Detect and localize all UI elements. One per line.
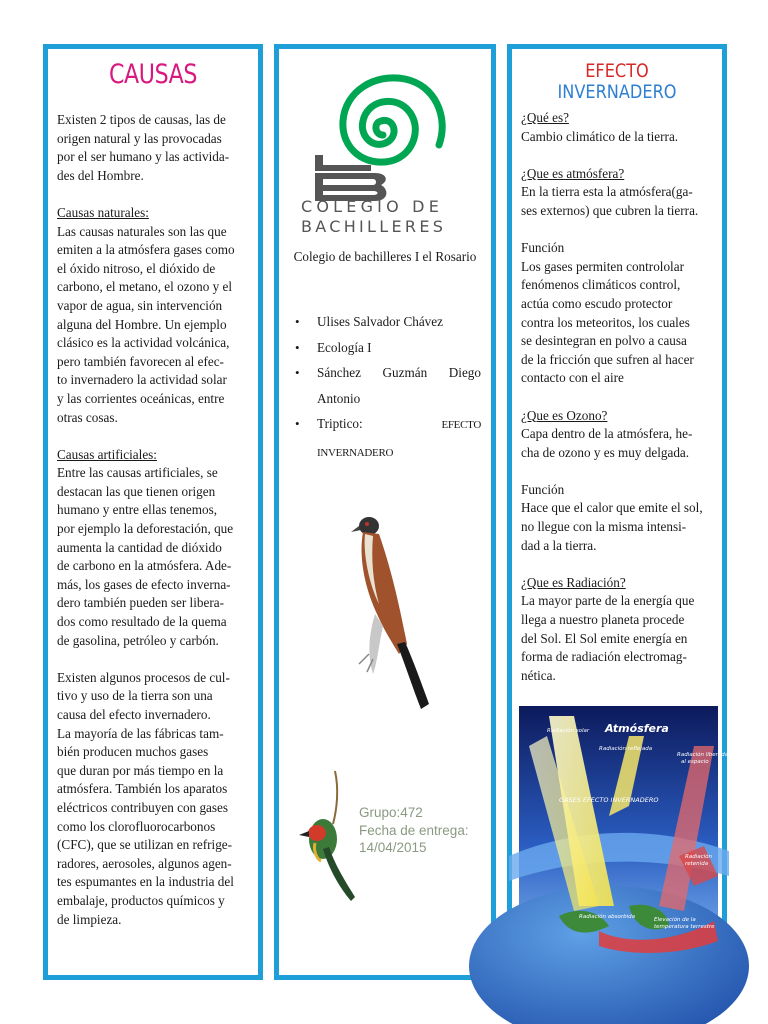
- list-item: • Sánchez Guzmán Diego Antonio: [293, 360, 481, 411]
- diagram-gases: GASES EFECTO INVERNADERO: [559, 796, 659, 804]
- triptico-value: EFECTO INVERNADERO: [317, 419, 481, 459]
- causas-naturales-heading: Causas naturales:: [57, 204, 149, 220]
- causas-naturales-paragraph: Las causas naturales son las que emiten a la atmósfera gases como el óxido nitroso, el dióxido de carbono, el metano, el ozono y el vapor de agua, sin intervención alguna del Hombre. Un ejemplo clásico es la actividad volcánica, pero también favorecen al efec- to invernadero la actividad solar y las corrientes oceánicas, entre otras cosas.: [57, 223, 235, 425]
- logo-text-1: COLEGIO DE: [301, 197, 444, 216]
- list-item: • Triptico: EFECTO INVERNADERO: [293, 411, 481, 466]
- left-panel: [43, 44, 263, 980]
- info-list: [293, 309, 481, 466]
- colegio-logo: [293, 59, 489, 234]
- grupo-fecha: [359, 804, 489, 857]
- hummingbird-illustration-icon: [299, 769, 365, 904]
- diagram-radiacion-liberada-2: al espacio: [681, 759, 709, 765]
- fecha-value: 14/04/2015: [359, 840, 427, 855]
- school-name: Colegio de bachilleres I el Rosario: [293, 249, 477, 264]
- question-que-es: ¿Qué es?: [521, 110, 569, 125]
- funcion-label-1: Función: [521, 240, 565, 256]
- logo-text-2: BACHILLERES: [301, 217, 447, 236]
- grupo-text: Grupo:472: [359, 805, 423, 820]
- efecto-title: EFECTO INVERNADERO: [557, 60, 677, 103]
- greenhouse-effect-diagram: [519, 706, 729, 956]
- middle-panel: [274, 44, 496, 980]
- question-radiacion: ¿Que es Radiación?: [521, 574, 626, 590]
- diagram-atmosfera: Atmósfera: [605, 722, 669, 735]
- question-atmosfera: ¿Que es atmósfera?: [521, 165, 625, 181]
- diagram-radiacion-reflejada: Radiación reflejada: [599, 746, 653, 752]
- diagram-radiacion-liberada-1: Radiación liberada: [677, 752, 729, 758]
- procesos-paragraph: Existen algunos procesos de cul- tivo y uso de la tierra son una causa del efecto invernadero. La mayoría de las fábricas tam- bién producen muchos gases que duran por más tiempo en la atmósfera. También los aparatos eléctricos contribuyen con gases como los clorofluorocarbonos (CFC), que se utilizan en refrige- radores, aerosoles, algunos agen- tes espumantes en la industria del embalaje, productos químicos y de limpieza.: [57, 669, 234, 927]
- efecto-text: ¿Qué es? Cambio climático de la tierra. ¿Que es atmósfera? En la tierra esta la atmósfera(ga- ses externos) que cubren la tierra. Función Los gases permiten contrololar fenómenos climáticos control, actúa como escudo protector contra los meteoritos, los cuales se desintegran en polvo a causa de la fricción que sufren al hacer contacto con el aire ¿Que es Ozono? Capa dentro de la atmósfera, he- cha de ozono y es muy delgada. Función Hace que el calor que emite el sol, no llegue con la misma intensi- dad a la tierra. ¿Que es Radiación? La mayor parte de la energía que llega a nuestro planeta procede del Sol. El Sol emite energía en forma de radiación electromag- nética.: [521, 109, 713, 685]
- funcion-paragraph-1: Los gases permiten contrololar fenómenos climáticos control, actúa como escudo protector contra los meteoritos, los cuales se desintegran en polvo a causa de la fricción que sufren al hacer contacto con el aire: [521, 258, 694, 386]
- causas-title: CAUSAS: [108, 59, 198, 90]
- list-item: • Ulises Salvador Chávez: [293, 309, 481, 335]
- radiacion-paragraph: La mayor parte de la energía que llega a nuestro planeta procede del Sol. El Sol emite energía en forma de radiación electromag- nética.: [521, 593, 695, 683]
- funcion-label-2: Función: [521, 481, 565, 497]
- causas-artificiales-heading: Causas artificiales:: [57, 446, 157, 462]
- diagram-radiacion-retenida-1: Radiación: [685, 854, 712, 860]
- diagram-radiacion-absorbida: Radiación absorbida: [579, 914, 635, 920]
- bird-illustration-icon: [349, 504, 439, 714]
- diagram-radiacion-solar: Radiación solar: [547, 728, 590, 734]
- intro-paragraph: Existen 2 tipos de causas, las de origen natural y las provocadas por el ser humano y las activida- des del Hombre.: [57, 112, 230, 183]
- diagram-radiacion-retenida-2: retenida: [685, 861, 709, 867]
- causas-artificiales-paragraph: Entre las causas artificiales, se destacan las que tienen origen humano y entre ellas tenemos, por ejemplo la deforestación, que aumenta la cantidad de dióxido de carbono en la atmósfera. Ade- más, los gases de efecto inverna- dero también pueden ser libera- dos como resultado de la quema de gasolina, petróleo y carbón.: [57, 465, 234, 648]
- fecha-label: Fecha de entrega:: [359, 822, 469, 838]
- diagram-elevacion-2: temperatura terrestre: [654, 924, 715, 930]
- list-item: • Ecología I: [293, 335, 481, 361]
- question-ozono: ¿Que es Ozono?: [521, 407, 608, 423]
- right-panel: [507, 44, 727, 980]
- causas-text: [57, 111, 249, 929]
- diagram-elevacion-1: Elevación de la: [654, 917, 696, 923]
